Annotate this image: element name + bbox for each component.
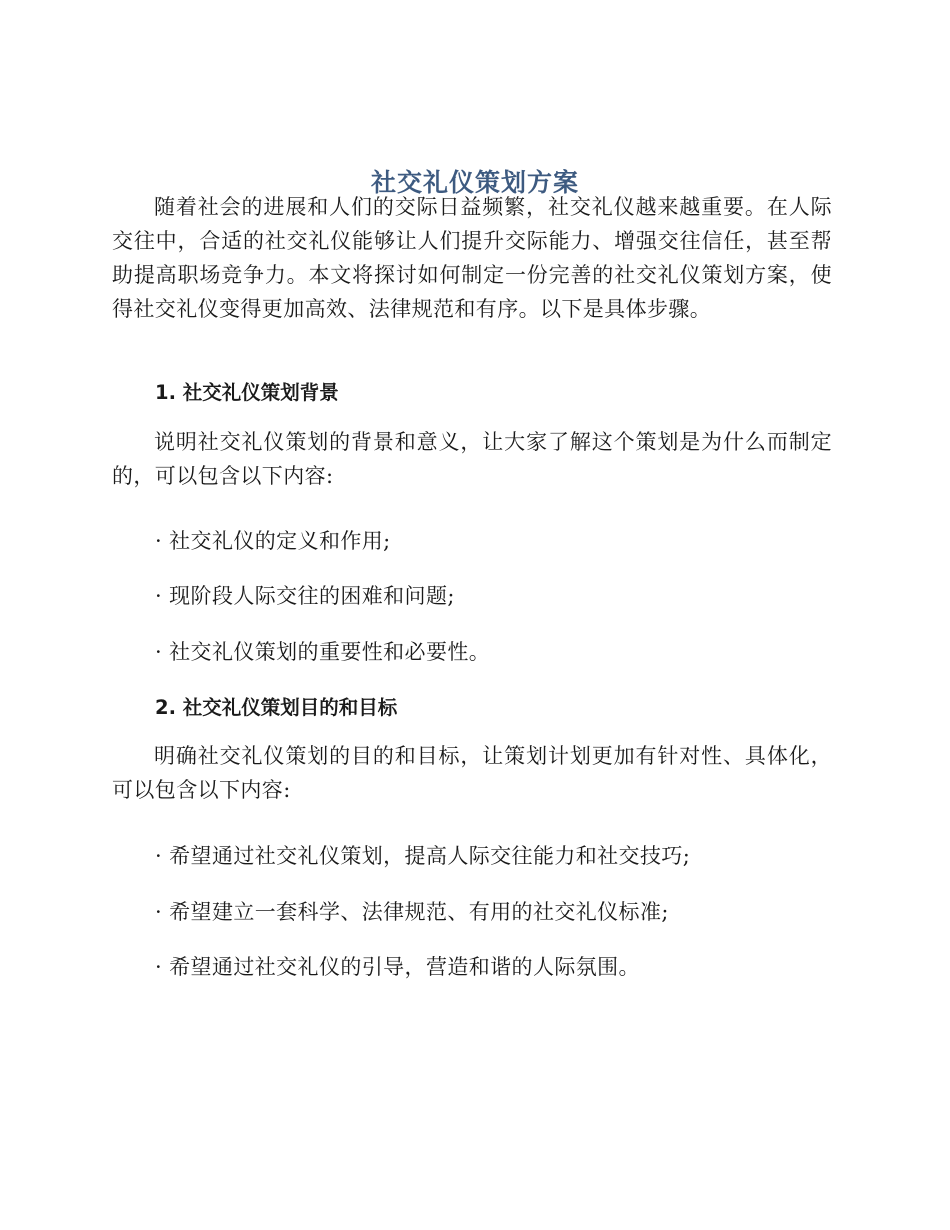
intro-paragraph: 随着社会的进展和人们的交际日益频繁，社交礼仪越来越重要。在人际交往中，合适的社交礼仪能够让人们提升交际能力、增强交往信任，甚至帮助提高职场竞争力。本文将探讨如何制定一份完善的社交礼仪策划方案，使得社交礼仪变得更加高效、法律规范和有序。以下是具体步骤。	[112, 195, 832, 321]
section-2-bullet-2: · 希望建立一套科学、法律规范、有用的社交礼仪标准;	[155, 900, 669, 924]
section-2-body: 明确社交礼仪策划的目的和目标，让策划计划更加有针对性、具体化，可以包含以下内容:	[112, 744, 832, 802]
section-1-body: 说明社交礼仪策划的背景和意义，让大家了解这个策划是为什么而制定的，可以包含以下内容:	[112, 430, 832, 488]
section-1-heading: 1. 社交礼仪策划背景	[155, 381, 339, 404]
document-title: 社交礼仪策划方案	[370, 167, 579, 197]
section-1-bullet-1: · 社交礼仪的定义和作用;	[155, 529, 391, 553]
section-2-bullet-3: · 希望通过社交礼仪的引导，营造和谐的人际氛围。	[155, 955, 640, 979]
section-2-heading: 2. 社交礼仪策划目的和目标	[155, 696, 398, 719]
section-1-bullet-2: · 现阶段人际交往的困难和问题;	[155, 584, 455, 608]
section-1-bullet-3: · 社交礼仪策划的重要性和必要性。	[155, 640, 491, 664]
section-2-bullet-1: · 希望通过社交礼仪策划，提高人际交往能力和社交技巧;	[155, 844, 691, 868]
